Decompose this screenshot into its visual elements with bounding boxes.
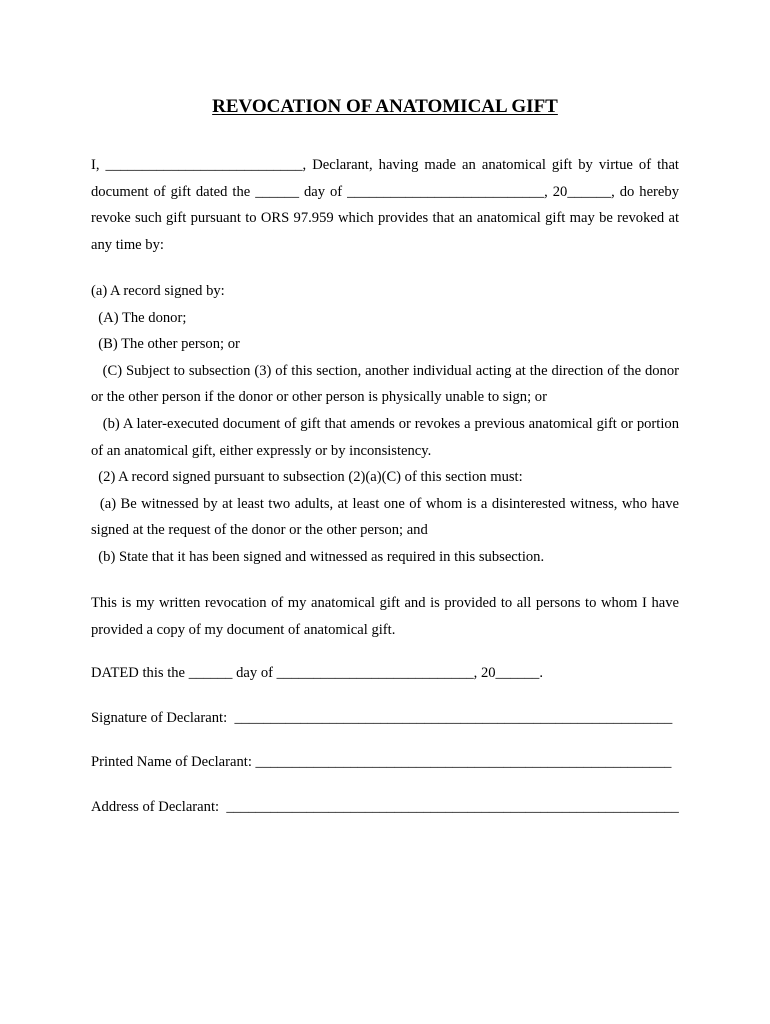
printed-name-line: Printed Name of Declarant: _________________________________________________________: [91, 754, 672, 770]
list-item: (B) The other person; or: [91, 336, 240, 353]
document-title: REVOCATION OF ANATOMICAL GIFT: [212, 96, 558, 117]
list-item: (a) Be witnessed by at least two adults, at least one of whom is a disinterested witness, who have signed at the request of the donor or the other person; and: [91, 495, 679, 539]
intro-paragraph: I, ___________________________, Declarant, having made an anatomical gift by virtue of that document of gift dated the ______ day of ___________________________, 20______, do hereby revoke such gift pursuant to ORS 97.959 which provides that an anatomical gift may be revoked at any time by:: [91, 157, 679, 253]
list-item: (2) A record signed pursuant to subsection (2)(a)(C) of this section must:: [91, 469, 523, 486]
list-item: (b) State that it has been signed and witnessed as required in this subsection.: [91, 548, 545, 565]
dated-line: DATED this the ______ day of ___________________________, 20______.: [91, 665, 543, 681]
closing-paragraph: This is my written revocation of my anatomical gift and is provided to all persons to whom I have provided a copy of my document of anatomical gift.: [91, 595, 679, 638]
list-item: (A) The donor;: [91, 309, 187, 326]
list-item: (C) Subject to subsection (3) of this section, another individual acting at the direction of the donor or the other person if the donor or other person is physically unable to sign; or: [91, 362, 679, 406]
signature-line: Signature of Declarant: ____________________________________________________________: [91, 710, 673, 726]
list-item: (a) A record signed by:: [91, 283, 225, 299]
address-line: Address of Declarant: ______________________________________________________________: [91, 799, 679, 815]
document-page: [91, 0, 679, 1024]
revocation-methods-list: [91, 278, 679, 571]
list-item: (b) A later-executed document of gift that amends or revokes a previous anatomical gift or portion of an anatomical gift, either expressly or by inconsistency.: [91, 415, 679, 459]
